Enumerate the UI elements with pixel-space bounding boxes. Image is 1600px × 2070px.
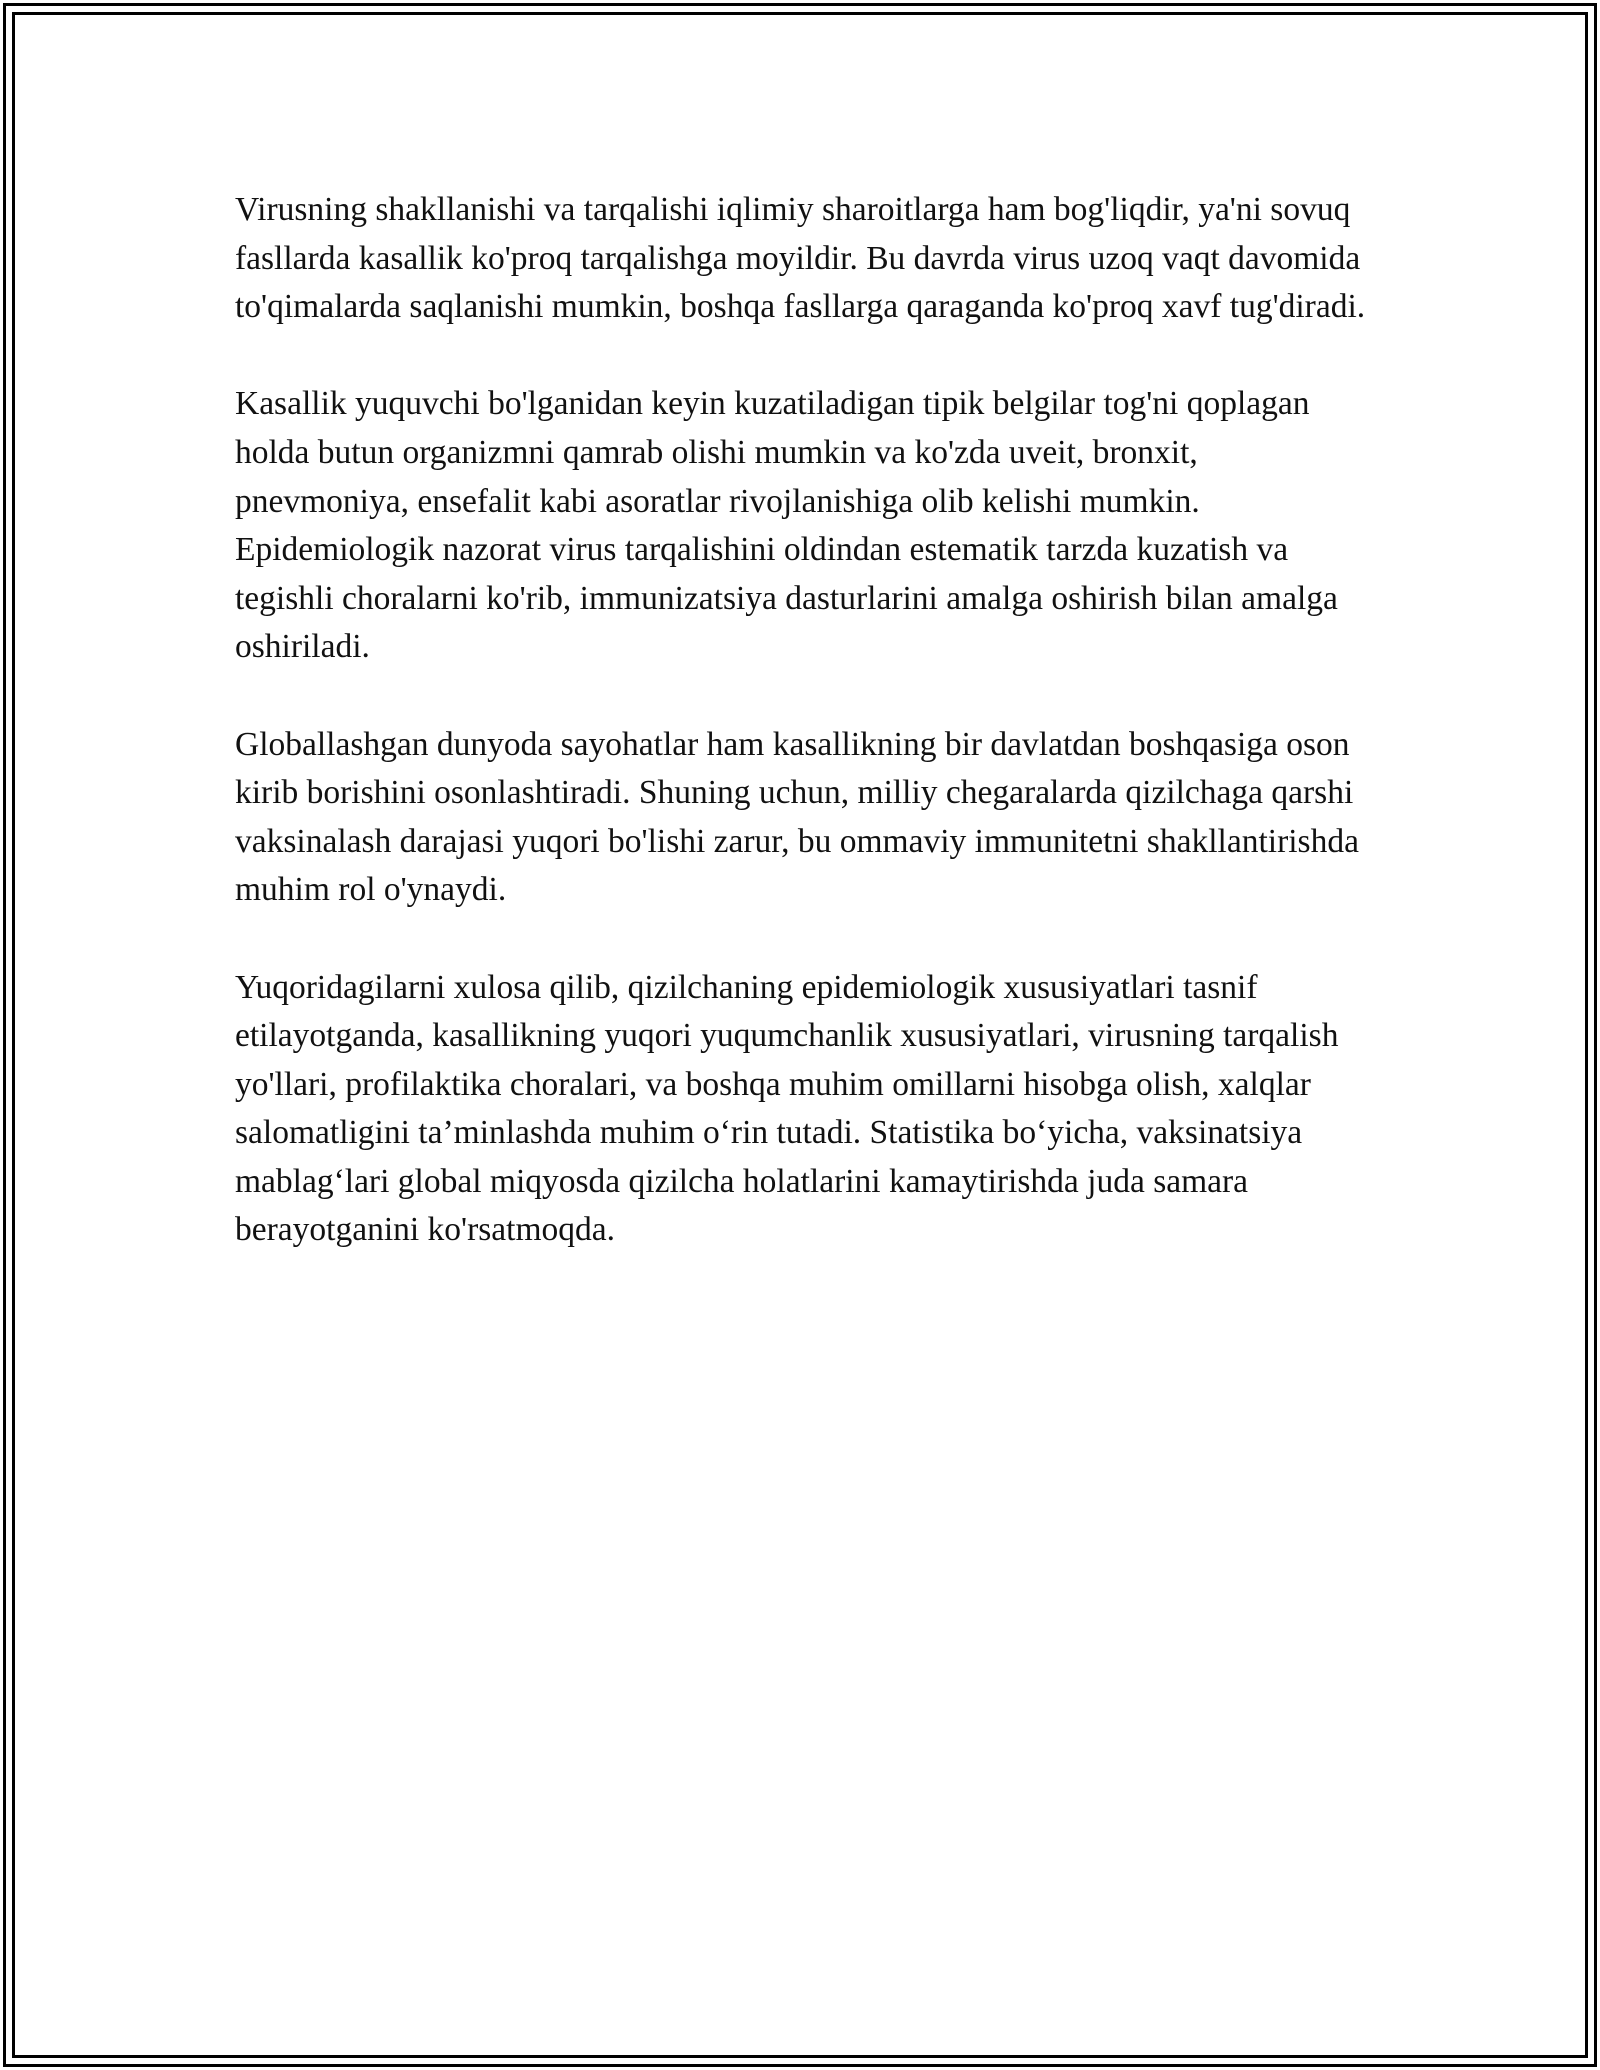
- paragraph-climate: Virusning shakllanishi va tarqalishi iqlimiy sharoitlarga ham bog'liqdir, ya'ni sovuq fasllarda kasallik ko'proq tarqalishga moyildir. Bu davrda virus uzoq vaqt davomida to'qimalarda saqlanishi mumkin, boshqa fasllarga qaraganda ko'proq xavf tug'diradi.: [235, 191, 1366, 326]
- document-body: [235, 186, 1375, 1304]
- paragraph-conclusion: Yuqoridagilarni xulosa qilib, qizilchaning epidemiologik xususiyatlari tasnif etilayotganda, kasallikning yuqori yuqumchanlik xususiyatlari, virusning tarqalish yo'llari, profilaktika choralari, va boshqa muhim omillarni hisobga olish, xalqlar salomatligini ta’minlashda muhim o‘rin tutadi. Statistika bo‘yicha, vaksinatsiya mablag‘lari global miqyosda qizilcha holatlarini kamaytirishda juda samara berayotganini ko'rsatmoqda.: [235, 968, 1339, 1249]
- paragraph-globalization: Globallashgan dunyoda sayohatlar ham kasallikning bir davlatdan boshqasiga oson kirib borishini osonlashtiradi. Shuning uchun, milliy chegaralarda qizilchaga qarshi vaksinalash darajasi yuqori bo'lishi zarur, bu ommaviy immunitetni shakllantirishda muhim rol o'ynaydi.: [235, 725, 1359, 909]
- paragraph-symptoms: Kasallik yuquvchi bo'lganidan keyin kuzatiladigan tipik belgilar tog'ni qoplagan holda butun organizmni qamrab olishi mumkin va ko'zda uveit, bronxit, pnevmoniya, ensefalit kabi asoratlar rivojlanishiga olib kelishi mumkin. Epidemiologik nazorat virus tarqalishini oldindan estematik tarzda kuzatish va tegishli choralarni ko'rib, immunizatsiya dasturlarini amalga oshirish bilan amalga oshiriladi.: [235, 385, 1338, 666]
